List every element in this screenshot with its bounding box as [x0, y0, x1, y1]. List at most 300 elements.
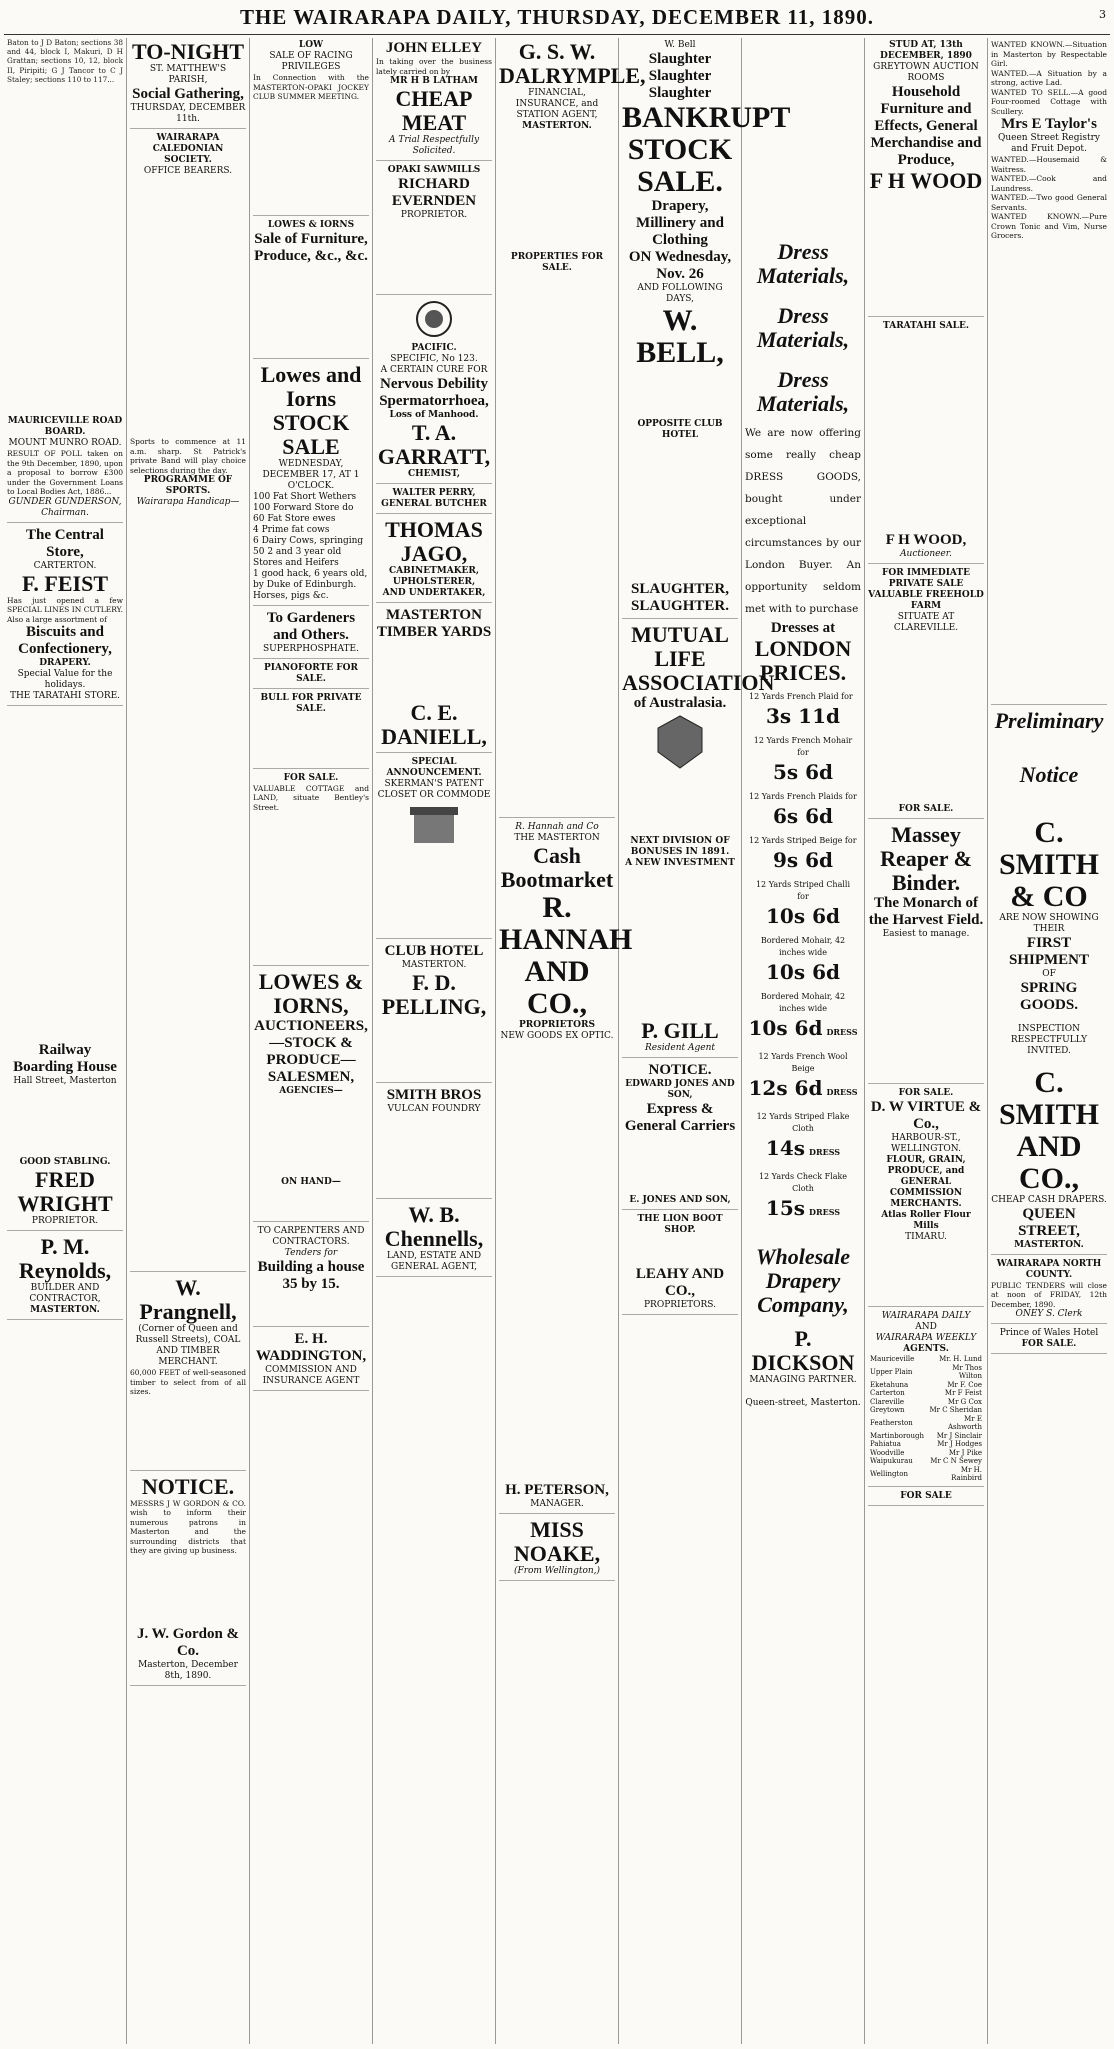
jones-sign: E. JONES AND SON,: [629, 1195, 731, 1205]
builder-town: MASTERTON.: [30, 1305, 100, 1316]
specific: SPECIFIC, No 123.: [390, 354, 478, 364]
dress-materials-2: Dress Materials,: [756, 303, 850, 352]
filler-text: [130, 508, 246, 1268]
trial: A Trial Respectfully Solicited.: [388, 135, 480, 156]
price-item: Bordered Mohair, 42 inches wide: [760, 992, 846, 1013]
price-item: 12 Yards French Plaids for: [749, 792, 857, 801]
undertaker: AND UNDERTAKER,: [382, 588, 486, 598]
virtue-ad: [868, 1088, 984, 1307]
proprietor-name: FRED WRIGHT: [17, 1167, 113, 1217]
slaughter-3: Slaughter: [648, 85, 712, 101]
filler-text: [499, 132, 615, 252]
harbour: HARBOUR-ST., WELLINGTON.: [891, 1133, 961, 1154]
skerman: SKERMAN'S PATENT CLOSET OR COMMODE: [377, 779, 491, 800]
column-2: [127, 38, 250, 2044]
county: WAIRARAPA NORTH COUNTY.: [996, 1258, 1102, 1280]
agent-name: Mr H. Rainbird: [951, 1465, 982, 1482]
notice-heading: NOTICE.: [141, 1473, 235, 1499]
chemist: CHEMIST,: [407, 469, 461, 479]
address: Hall Street, Masterton: [13, 1076, 117, 1087]
special-value: Special Value for the holidays.: [17, 669, 113, 691]
agent-name: Mr. H. Lund: [939, 1355, 982, 1363]
lowes-iorns-ad: [253, 970, 369, 1222]
filler-text: [253, 715, 369, 765]
price-value: [745, 959, 861, 985]
australasia: of Australasia.: [633, 695, 727, 711]
filler-text: [253, 1097, 369, 1177]
registry: Queen Street Registry and Fruit Depot.: [997, 133, 1101, 154]
road-name: MOUNT MUNRO ROAD.: [8, 438, 122, 449]
dresses-at: Dresses at: [770, 620, 836, 636]
announcement: SPECIAL ANNOUNCEMENT.: [386, 757, 482, 778]
dickson: P. DICKSON: [751, 1326, 855, 1375]
column-9: [988, 38, 1110, 2044]
crest-icon: [650, 712, 710, 772]
filler-text: [7, 84, 123, 414]
for-sale: FOR SALE.: [898, 804, 954, 814]
agent-place: Wellington: [870, 1469, 909, 1478]
road-board-notice: [7, 416, 123, 523]
price-amount: 10s 6d: [766, 904, 840, 928]
club-hotel-ad: [376, 943, 492, 1083]
slaughter-1: Slaughter: [648, 51, 712, 67]
price-item: 12 Yards French Mohair for: [753, 736, 853, 757]
agent-row: [868, 1364, 984, 1381]
chemist-name: T. A. GARRATT,: [377, 420, 491, 469]
land-agent: LAND, ESTATE AND GENERAL AGENT,: [386, 1251, 482, 1272]
filler-text: [868, 634, 984, 804]
filler-text: [130, 177, 246, 437]
filler-text: [622, 869, 738, 1019]
salesmen: SALESMEN,: [267, 1069, 355, 1085]
price-row: [745, 1051, 861, 1105]
cure: A CERTAIN CURE FOR: [380, 365, 488, 375]
proprietors: PROPRIETORS: [519, 1020, 595, 1030]
wanted-ads: [991, 40, 1107, 705]
agent-place: Featherston: [870, 1418, 913, 1427]
clerk: ONEY S. Clerk: [1015, 1309, 1083, 1319]
agent-place: Greytown: [870, 1406, 905, 1414]
dalrymple: DALRYMPLE,: [499, 63, 646, 88]
dress-materials-ad: [745, 240, 861, 1412]
easiest: Easiest to manage.: [882, 929, 970, 939]
price-item: Bordered Mohair, 42 inches wide: [760, 936, 846, 957]
stock-item: 1 good hack, 6 years old, by Duke of Edinburgh. Horses, pigs &c.: [253, 568, 368, 601]
timber-text: 60,000 FEET of well-seasoned timber to select from of all sizes.: [130, 1368, 246, 1396]
gordon-notice: [130, 1475, 246, 1686]
slaughter-line: SLAUGHTER, SLAUGHTER.: [631, 581, 729, 614]
masterton: MASTERTON.: [522, 121, 592, 131]
wanted-item: WANTED TO SELL.—A good Four-roomed Cottage with Scullery.: [991, 87, 1107, 116]
boot-shop-ad: [622, 1214, 738, 1315]
builder-name: P. M. Reynolds,: [18, 1234, 112, 1284]
filler-text: [253, 265, 369, 355]
jago: THOMAS JAGO,: [385, 517, 483, 566]
butcher: WALTER PERRY, GENERAL BUTCHER: [381, 488, 487, 509]
gordon-date: Masterton, December 8th, 1890.: [138, 1659, 238, 1681]
butcher-name: JOHN ELLEY: [385, 40, 483, 56]
filler-text: [868, 193, 984, 313]
offering-text: We are now offering some really cheap DRESS GOODS, bought under exceptional circumstances by our London Buyer. An opportunity seldom met with to purchase: [745, 427, 861, 615]
merchant-sub: (Corner of Queen and Russell Streets), COAL AND TIMBER MERCHANT.: [135, 1324, 241, 1367]
price-value: [745, 847, 861, 873]
stud: STUD AT, 13th DECEMBER, 1890: [880, 40, 972, 61]
column-1: [4, 38, 127, 2044]
tenders-for: Tenders for: [284, 1248, 338, 1258]
filler-text: [7, 1087, 123, 1157]
inspection: INSPECTION RESPECTFULLY INVITED.: [1010, 1023, 1088, 1056]
wholesale: Wholesale Drapery: [755, 1244, 851, 1293]
weekly: WAIRARAPA WEEKLY: [875, 1333, 977, 1343]
agent-name: Mr Thos Wilton: [952, 1363, 982, 1380]
chennells: W. B. Chennells,: [384, 1202, 484, 1251]
ad-text: Has just opened a few SPECIAL LINES IN CUTLERY. Also a large assortment of: [7, 595, 123, 624]
address: [745, 1398, 861, 1409]
stock-sale-heading: Lowes and Iorns STOCK SALE: [260, 361, 362, 459]
filler-text: [868, 1243, 984, 1303]
cash-bootmarket: Cash Bootmarket: [500, 843, 614, 892]
column-7: [742, 38, 865, 2044]
bell-bankrupt-ad: [622, 40, 791, 619]
agent-name: Mr E Ashworth: [947, 1414, 982, 1431]
road-board-heading: MAURICEVILLE ROAD BOARD.: [7, 416, 123, 438]
racing-text: In Connection with the MASTERTON-OPAKI JOCKEY CLUB SUMMER MEETING.: [253, 73, 369, 101]
manager: MANAGER.: [530, 1499, 584, 1509]
price-amount: 10s 6d: [766, 960, 840, 984]
stabling: GOOD STABLING.: [19, 1157, 111, 1168]
page-number: 3: [1099, 8, 1106, 21]
agent-trade: COMMISSION AND INSURANCE AGENT: [262, 1365, 360, 1386]
agent-place: Pahiatua: [870, 1440, 901, 1448]
price-amount: 12s 6d: [748, 1076, 823, 1100]
masterton: MASTERTON.: [1014, 1239, 1084, 1250]
and-co: AND CO.,: [1016, 1129, 1082, 1195]
stock-item: 6 Dairy Cows, springing: [253, 535, 364, 546]
agent-name: Mr G Cox: [947, 1397, 982, 1406]
central-store-ad: [7, 527, 123, 707]
cottage-ad: [253, 773, 369, 967]
column-5: [496, 38, 646, 2044]
price-row: [745, 1171, 861, 1225]
stock-produce: —STOCK & PRODUCE—: [266, 1035, 356, 1068]
dress-materials-1: Dress Materials,: [756, 239, 850, 288]
following: AND FOLLOWING DAYS,: [637, 283, 723, 304]
c-smith-2: C. SMITH: [998, 1065, 1100, 1131]
blank-space: [745, 38, 861, 238]
auctioneer: Auctioneer.: [900, 549, 952, 559]
preliminary: Preliminary: [994, 707, 1104, 733]
valuable: VALUABLE FREEHOLD FARM: [868, 590, 984, 611]
price-suffix: DRESS: [809, 1147, 841, 1157]
hotel-ad: [991, 1328, 1107, 1354]
masthead-title: THE WAIRARAPA DAILY, THURSDAY, DECEMBER 11, 1890.: [239, 5, 875, 29]
price-suffix: DRESS: [826, 1027, 858, 1037]
price-row: [745, 935, 861, 985]
bull-ad: [253, 693, 369, 769]
price-item: 12 Yards French Plaid for: [749, 692, 853, 701]
private-sale: FOR IMMEDIATE PRIVATE SALE: [882, 568, 970, 589]
bell-header: W. Bell: [664, 40, 696, 50]
filler-text: [499, 1042, 615, 1482]
agent-name: Mr F. Coe: [947, 1380, 982, 1389]
price-amount: 15s: [765, 1196, 806, 1220]
price-item: 12 Yards Striped Flake Cloth: [756, 1112, 850, 1133]
flour: FLOUR, GRAIN, PRODUCE, and GENERAL COMMISSION MERCHANTS.: [886, 1155, 966, 1209]
officers-heading: OFFICE BEARERS.: [143, 166, 233, 176]
stock-sale: STOCK SALE.: [627, 133, 733, 198]
bankrupt: BANKRUPT: [622, 101, 791, 134]
vulcan: VULCAN FOUNDRY: [387, 1104, 481, 1114]
agents-heading: AGENTS.: [903, 1344, 949, 1354]
agent-place: Eketahuna: [870, 1380, 909, 1389]
filler-text: [622, 776, 738, 836]
auctioneers: AUCTIONEERS,: [254, 1018, 368, 1034]
drapery-heading: DRAPERY.: [39, 658, 91, 669]
proprietors: PROPRIETORS.: [643, 1300, 717, 1310]
timaru: TIMARU.: [905, 1232, 947, 1242]
price-amount: 10s 6d: [748, 1016, 823, 1040]
jago-ad: [376, 518, 492, 603]
racing-privileges-ad: [253, 40, 369, 216]
agent-row: [868, 1398, 984, 1407]
hannah: R. HANNAH AND CO.,: [499, 891, 633, 1020]
filler-text: [868, 332, 984, 532]
pianoforte-ad: [253, 663, 369, 689]
financial: FINANCIAL, INSURANCE, and STATION AGENT,: [515, 88, 599, 120]
agent-row: [868, 1457, 984, 1466]
monarch: The Monarch of the Harvest Field.: [868, 895, 984, 928]
price-value: [745, 1015, 861, 1045]
price-item: 12 Yards Check Flake Cloth: [758, 1172, 848, 1193]
filler-text: [253, 812, 369, 962]
price-value: [745, 903, 861, 929]
railway-boarding-ad: [7, 1042, 123, 1231]
superphosphate: SUPERPHOSPHATE.: [263, 643, 359, 654]
association: ASSOCIATION: [622, 670, 775, 695]
central-store-title: The Central Store,: [26, 526, 104, 560]
filler-text: [130, 1397, 246, 1467]
fh-wood: F H WOOD,: [885, 532, 967, 548]
timber-yards-ad: [376, 607, 492, 753]
c-smith: C. SMITH & CO: [998, 815, 1100, 913]
smith-bros-ad: [376, 1087, 492, 1199]
masterton: Masterton.: [810, 1398, 861, 1408]
household: Household Furniture and Effects, General Merchandise and Produce,: [870, 84, 982, 168]
boot-shop: THE LION BOOT SHOP.: [637, 1214, 723, 1235]
price-amount: 6s 6d: [772, 804, 834, 828]
london-prices: LONDON PRICES.: [754, 636, 852, 685]
pacific: PACIFIC.: [411, 343, 457, 353]
new-goods: NEW GOODS EX OPTIC.: [500, 1031, 614, 1041]
filler-text: [130, 1556, 246, 1626]
event-date: THURSDAY, DECEMBER 11th.: [130, 103, 246, 124]
filler-text: [622, 1135, 738, 1195]
clareville: SITUATE AT CLAREVILLE.: [893, 612, 959, 633]
agent-place: Upper Plain: [870, 1367, 913, 1376]
price-amount: 5s 6d: [772, 760, 834, 784]
massey: Massey Reaper & Binder.: [880, 822, 972, 895]
firm-name: LOWES & IORNS,: [258, 969, 364, 1018]
agent-name: P. GILL: [641, 1018, 719, 1043]
for-sale-2: FOR SALE.: [898, 1088, 954, 1098]
atlas: Atlas Roller Flour Mills: [881, 1210, 971, 1231]
filler-text: [253, 1188, 369, 1218]
county-tenders-ad: [991, 1259, 1107, 1325]
agent-row: [868, 1432, 984, 1441]
jones: EDWARD JONES AND SON,: [625, 1079, 735, 1100]
mutual-life: MUTUAL LIFE: [631, 622, 729, 671]
price-row: [745, 691, 861, 729]
agent-name: Mr J Pike: [948, 1448, 982, 1457]
cheap-cash: CHEAP CASH DRAPERS.: [991, 1194, 1107, 1205]
notice-text: MESSRS J W GORDON & CO. wish to inform their numerous patrons in Masterton and the surrounding districts that they are giving up business.: [130, 1498, 246, 1555]
wanted-item: WANTED.—Cook and Laundress.: [991, 174, 1107, 193]
price-suffix: DRESS: [826, 1087, 858, 1097]
price-amount: 9s 6d: [772, 848, 834, 872]
filler-text: [991, 241, 1107, 701]
investment: A NEW INVESTMENT: [625, 858, 735, 868]
club-town: MASTERTON.: [401, 960, 467, 970]
hannah-header: R. Hannah and Co: [515, 822, 599, 832]
price-row: [745, 735, 861, 785]
stock-item: 50 2 and 3 year old Stores and Heifers: [253, 546, 342, 568]
hannah-ad: [499, 822, 633, 1514]
bull-heading: BULL FOR PRIVATE SALE.: [260, 692, 362, 714]
filler-text: [622, 441, 738, 581]
stock-sale-ad: [253, 363, 369, 606]
parish: ST. MATTHEW'S PARISH,: [149, 64, 227, 85]
waddington-ad: [253, 1331, 369, 1391]
programme-heading: PROGRAMME OF SPORTS.: [143, 475, 233, 496]
price-item: 12 Yards French Wool Beige: [758, 1052, 848, 1073]
gsw: G. S. W.: [518, 39, 596, 64]
stock-item: 100 Forward Store do: [253, 502, 354, 513]
next-division: NEXT DIVISION OF BONUSES IN 1891.: [630, 836, 730, 857]
column-3: [250, 38, 373, 2044]
building: Building a house 35 by 15.: [257, 1259, 365, 1292]
price-value: [745, 1135, 861, 1165]
filler-text: [376, 855, 492, 935]
queen-street: Queen-street,: [745, 1398, 808, 1408]
masthead-rule: [4, 34, 1110, 35]
price-row: [745, 991, 861, 1045]
first-shipment: FIRST SHIPMENT: [1008, 934, 1089, 968]
tonight-heading: TO-NIGHT: [131, 39, 245, 64]
mutual-life-ad: [622, 622, 775, 1058]
club-hotel: CLUB HOTEL: [384, 943, 484, 959]
price-value: [745, 703, 861, 729]
stock-sale-date: WEDNESDAY, DECEMBER 17, AT 1 O'CLOCK.: [262, 458, 360, 491]
hotel: Prince of Wales Hotel: [999, 1328, 1099, 1338]
opposite: OPPOSITE CLUB HOTEL: [637, 419, 723, 440]
poll-result-text: RESULT OF POLL taken on the 9th December, 1890, upon a proposal to borrow £300 under the Government Loans to Local Bodies Act, 1886...: [7, 449, 123, 497]
merchant-name: W. Prangnell,: [139, 1275, 237, 1324]
on-hand: ON HAND—: [281, 1177, 341, 1187]
the-masterton: THE MASTERTON: [514, 833, 600, 843]
agent-name: Mr C Sheridan: [929, 1406, 982, 1414]
managing: MANAGING PARTNER.: [749, 1375, 857, 1385]
tenders-ad: [253, 1226, 369, 1327]
on-wednesday: ON Wednesday, Nov. 26: [628, 249, 732, 282]
filler-text: [622, 1236, 738, 1266]
latham: MR H B LATHAM: [390, 76, 478, 86]
price-row: [745, 1111, 861, 1165]
queen-st: QUEEN STREET,: [1018, 1205, 1080, 1239]
proprietor: PROPRIETOR.: [400, 210, 468, 220]
caledonian-society-ad: [130, 133, 246, 1272]
wanted-item: WANTED.—Housemaid & Waitress.: [991, 155, 1107, 174]
agent-row: [868, 1449, 984, 1458]
commode-icon: [404, 801, 464, 851]
store-name: THE TARATAHI STORE.: [9, 691, 121, 702]
spermatorrhoea: Spermatorrhoea,: [379, 393, 489, 409]
price-item: 12 Yards Striped Challi for: [755, 880, 851, 901]
agent-row: [868, 1381, 984, 1390]
auctioneer-name: LOWES & IORNS: [267, 219, 355, 230]
racing-heading: SALE OF RACING PRIVILEGES: [269, 51, 353, 72]
price-value: [745, 803, 861, 829]
dress-materials-3: Dress Materials,: [756, 367, 850, 416]
land-notice-text: Baton to J D Baton; sections 38 and 44, block I, Makuri, D H Grattan; sections 10, 12, block II, Piripiti; G J Tancor to C J Staley; sections 110 to 117...: [7, 38, 123, 84]
wanted-item: WANTED.—Two good General Servants.: [991, 193, 1107, 212]
resident-agent: Resident Agent: [645, 1043, 715, 1053]
agent-row: [868, 1440, 984, 1449]
company: Company,: [757, 1292, 849, 1317]
of: OF: [1042, 968, 1056, 979]
column-8: [865, 38, 988, 2044]
smith-bros: SMITH BROS: [386, 1087, 482, 1103]
agents-ad: [868, 1311, 984, 1487]
pacific-ad: [376, 299, 492, 484]
tenders-to: TO CARPENTERS AND CONTRACTORS.: [257, 1226, 365, 1247]
upholsterer: UPHOLSTERER,: [392, 577, 476, 587]
elley-text: In taking over the business lately carried on by: [376, 57, 492, 76]
notice: Notice: [1019, 761, 1079, 787]
now-showing: ARE NOW SHOWING THEIR: [999, 912, 1099, 934]
agent-name: Mr J Hodges: [937, 1440, 982, 1448]
agent-row: [868, 1415, 984, 1432]
taratahi: TARATAHI SALE.: [883, 321, 969, 331]
filler-text: [253, 1293, 369, 1323]
agent-row: [868, 1389, 984, 1398]
price-row: [745, 879, 861, 929]
for-sale-3-ad: [868, 1491, 984, 1506]
agent-name: Mr C N Sewey: [930, 1457, 982, 1465]
elley-ad: [376, 40, 492, 161]
manhood: Loss of Manhood.: [389, 410, 479, 420]
virtue: D. W VIRTUE & Co.,: [870, 1099, 982, 1132]
and: AND: [915, 1322, 937, 1332]
express: Express & General Carriers: [624, 1101, 736, 1134]
taratahi-sale-ad: [868, 321, 984, 564]
perry-ad: [376, 488, 492, 514]
filler-text: [376, 641, 492, 701]
sawmills-heading: OPAKI SAWMILLS: [387, 165, 481, 175]
agent-name: Mr F Feist: [944, 1389, 982, 1397]
gordon-name: J. W. Gordon & Co.: [136, 1625, 240, 1659]
social-gathering-ad: [130, 40, 246, 129]
filler-text: [622, 369, 738, 419]
prangnell-ad: [130, 1276, 246, 1471]
taylor: Mrs E Taylor's: [1001, 116, 1097, 132]
peterson: H. PETERSON,: [505, 1482, 609, 1498]
noake-sub: (From Wellington,): [513, 1566, 601, 1576]
stock-item: 100 Fat Short Wethers: [253, 491, 357, 502]
wanted-item: WANTED KNOWN.—Pure Crown Tonic and Vim, Nurse Grocers.: [991, 212, 1107, 240]
agent-name: Mr J Sinclair: [936, 1431, 982, 1440]
agent-row: [868, 1355, 984, 1364]
builder-trade: BUILDER AND CONTRACTOR,: [29, 1283, 101, 1305]
